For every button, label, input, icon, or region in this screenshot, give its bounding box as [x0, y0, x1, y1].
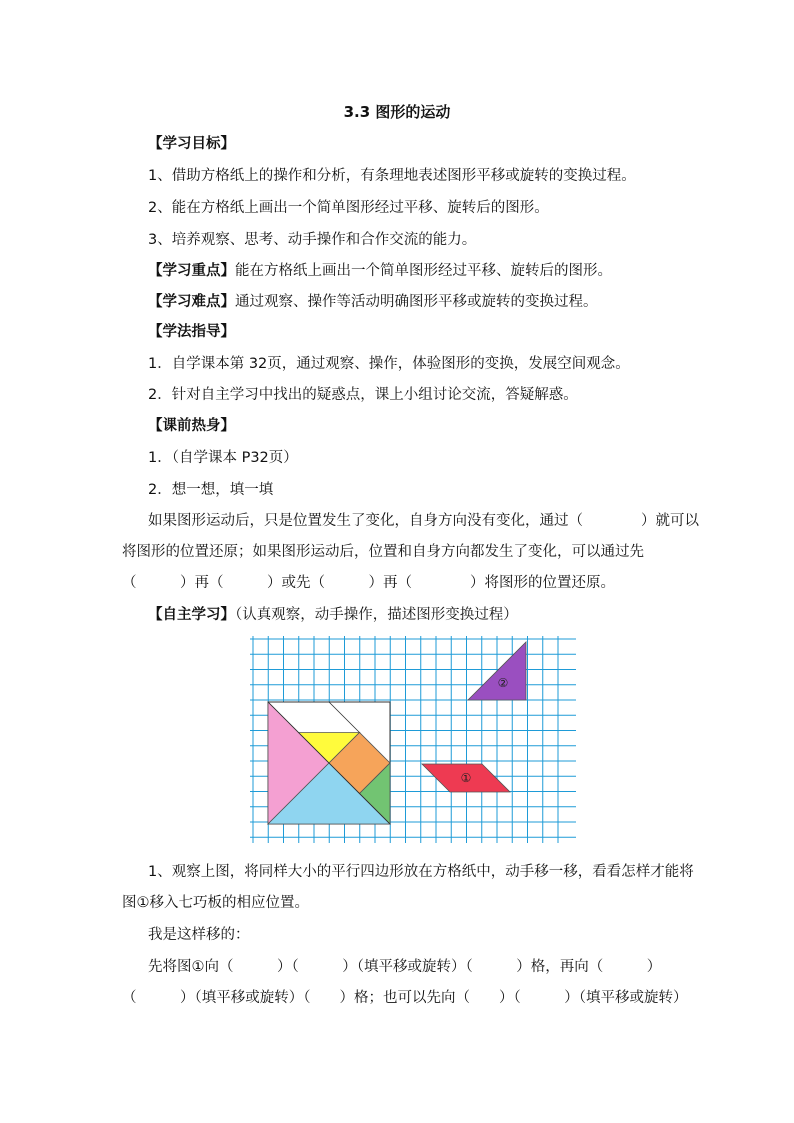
answer-intro: 我是这样移的： [148, 927, 250, 943]
red-parallelogram-label: ① [460, 771, 472, 785]
key-point-text: 能在方格纸上画出一个简单图形经过平移、旋转后的图形。 [235, 263, 612, 279]
warmup-item-1: 1．（自学课本 P32页） [148, 450, 298, 466]
self-study-label: 【自主学习】 [148, 607, 235, 623]
goal-item-3: 3、培养观察、思考、动手操作和合作交流的能力。 [148, 232, 477, 248]
goal-item-1: 1、借助方格纸上的操作和分析，有条理地表述图形平移或旋转的变换过程。 [148, 168, 636, 184]
difficulty-label: 【学习难点】 [148, 294, 235, 310]
method-item-1: 1．自学课本第 32页，通过观察、操作，体验图形的变换，发展空间观念。 [148, 356, 630, 372]
goal-item-2: 2、能在方格纸上画出一个简单图形经过平移、旋转后的图形。 [148, 200, 549, 216]
warmup-para-line-3: （ ）再（ ）或先（ ）再（ ）将图形的位置还原。 [122, 575, 615, 591]
tangram-grid-figure [250, 636, 576, 844]
self-study [148, 605, 518, 625]
answer-line-2: （ ）（填平移或旋转）（ ）格；也可以先向（ ）（ ）（填平移或旋转） [122, 990, 688, 1006]
warmup-item-2: 2．想一想，填一填 [148, 482, 274, 498]
method-item-2: 2．针对自主学习中找出的疑惑点，课上小组讨论交流，答疑解惑。 [148, 387, 578, 403]
key-point [148, 261, 612, 281]
warmup-para-line-2: 将图形的位置还原；如果图形运动后，位置和自身方向都发生了变化，可以通过先 [122, 544, 644, 560]
question-1-line-2: 图①移入七巧板的相应位置。 [122, 895, 309, 911]
warmup-header: 【课前热身】 [148, 418, 235, 434]
warmup-para-line-1: 如果图形运动后，只是位置发生了变化，自身方向没有变化，通过（ ）就可以 [148, 513, 699, 529]
difficulty-text: 通过观察、操作等活动明确图形平移或旋转的变换过程。 [235, 294, 598, 310]
page-title: 3.3 图形的运动 [343, 103, 451, 121]
self-study-note: （认真观察，动手操作，描述图形变换过程） [235, 607, 518, 623]
difficulty [148, 292, 598, 312]
method-header: 【学法指导】 [148, 324, 235, 340]
goals-header: 【学习目标】 [148, 136, 235, 152]
purple-triangle-label: ② [497, 676, 509, 690]
question-1-line-1: 1、观察上图，将同样大小的平行四边形放在方格纸中，动手移一移，看看怎样才能将 [148, 864, 694, 880]
key-point-label: 【学习重点】 [148, 263, 235, 279]
answer-line-1: 先将图①向（ ）（ ）（填平移或旋转）（ ）格，再向（ ） [148, 959, 662, 975]
